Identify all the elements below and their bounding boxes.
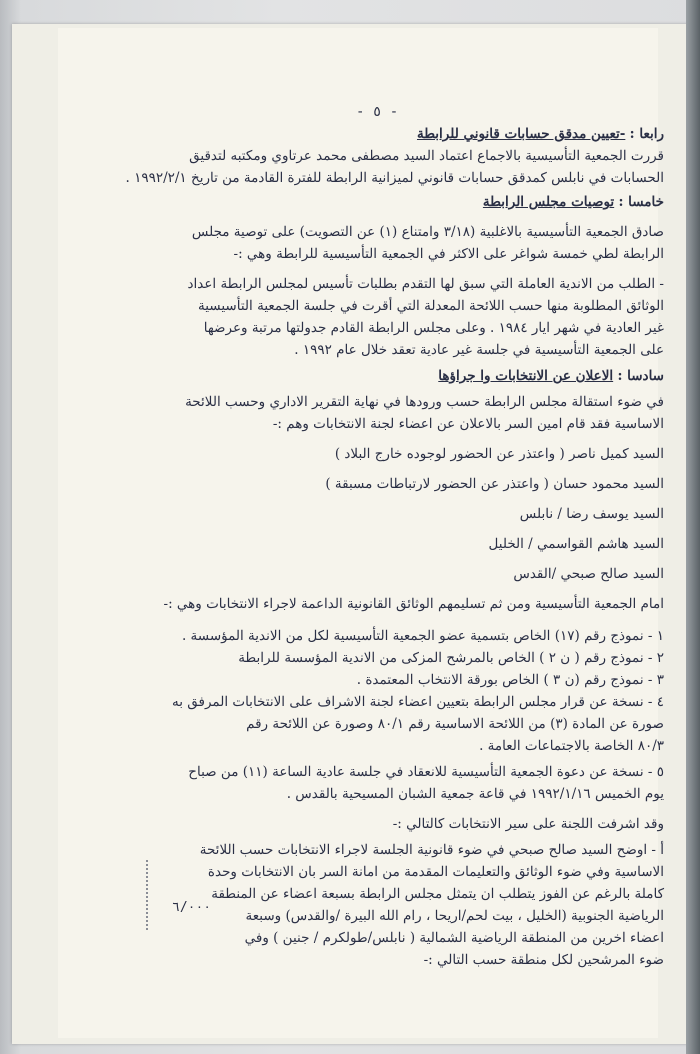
document-item-5: ٥ - نسخة عن دعوة الجمعية التأسيسية للانعقاد في جلسة عادية الساعة (١١) من صباح — [188, 764, 664, 780]
documents-intro: امام الجمعية التأسيسية ومن ثم تسليمهم الوثائق القانونية الداعمة لاجراء الانتخابات وهي :- — [163, 596, 664, 612]
procedure-intro: وقد اشرفت اللجنة على سير الانتخابات كالتالي :- — [392, 816, 664, 832]
page-edge-strip — [686, 0, 700, 1054]
section6-intro-1: في ضوء استقالة مجلس الرابطة حسب ورودها في نهاية التقرير الاداري وحسب اللائحة — [185, 394, 664, 410]
section5-line-6: على الجمعية التأسيسية في جلسة غير عادية تعقد خلال عام ١٩٩٢ . — [294, 342, 664, 358]
footer-code: ٦/٠٠٠ — [172, 900, 212, 915]
procedure-line-2: الاساسية وفي ضوء الوثائق والتعليمات المقدمة من امانة السر بان الانتخابات وحدة — [207, 864, 664, 880]
document-item-2: ٢ - نموذج رقم ( ن ٢ ) الخاص بالمرشح المزكى من الاندية المؤسسة للرابطة — [238, 650, 664, 666]
procedure-line-1: أ - اوضح السيد صالح صبحي في ضوء قانونية الجلسة لاجراء الانتخابات حسب اللائحة — [199, 842, 664, 858]
section4-line-1: قررت الجمعية التأسيسية بالاجماع اعتماد السيد مصطفى محمد عرتاوي ومكتبه لتدقيق — [189, 148, 664, 164]
document-item-4-cont-2: ٨٠/٣ الخاصة بالاجتماعات العامة . — [479, 738, 664, 754]
document-item-5-cont: يوم الخميس ١٩٩٢/١/١٦ في قاعة جمعية الشبان المسيحية بالقدس . — [286, 786, 664, 802]
section6-intro-2: الاساسية فقد قام امين السر بالاعلان عن اعضاء لجنة الانتخابات وهم :- — [272, 416, 664, 432]
section4-title: -تعيين مدقق حسابات قانوني للرابطة — [416, 126, 626, 142]
document-item-4-cont-1: صورة عن المادة (٣) من اللائحة الاساسية رقم ٨٠/١ وصورة عن اللائحة رقم — [246, 716, 664, 732]
committee-member-1: السيد كميل ناصر ( واعتذر عن الحضور لوجوده خارج البلاد ) — [334, 446, 664, 462]
section4-line-2: الحسابات في نابلس كمدقق حسابات قانوني لميزانية الرابطة للفترة القادمة من تاريخ ١٩٩٢/٢/١ . — [125, 170, 664, 186]
procedure-line-6: ضوء المرشحين لكل منطقة حسب التالي :- — [423, 952, 664, 968]
section6-heading — [438, 368, 664, 384]
section6-title: الاعلان عن الانتخابات وا جراؤها — [438, 368, 614, 384]
section5-line-3: - الطلب من الاندية العاملة التي سبق لها التقدم بطلبات تأسيس لمجلس الرابطة اعداد — [187, 276, 664, 292]
section6-label: سادسا : — [617, 368, 664, 384]
section4-heading — [417, 126, 664, 142]
committee-member-4: السيد هاشم القواسمي / الخليل — [488, 536, 664, 552]
committee-member-2: السيد محمود حسان ( واعتذر عن الحضور لارتباطات مسبقة ) — [325, 476, 664, 492]
section5-title: توصيات مجلس الرابطة — [482, 194, 615, 210]
procedure-line-5: اعضاء اخرين من المنطقة الرياضية الشمالية ( نابلس/طولكرم / جنين ) وفي — [244, 930, 664, 946]
page-number: - ٥ - — [356, 104, 399, 120]
section4-label: رابعا : — [629, 126, 664, 142]
section5-heading — [483, 194, 664, 210]
document-item-3: ٣ - نموذج رقم (ن ٣ ) الخاص بورقة الانتخاب المعتمدة . — [356, 672, 664, 688]
section5-line-5: غير العادية في شهر ايار ١٩٨٤ . وعلى مجلس الرابطة القادم جدولتها مرتبة وعرضها — [203, 320, 664, 336]
margin-dotted-mark — [146, 860, 160, 930]
section5-line-1: صادق الجمعية التأسيسية بالاغلبية (٣/١٨ وامتناع (١) عن التصويت) على توصية مجلس — [191, 224, 664, 240]
section5-line-4: الوثائق المطلوبة منها حسب اللائحة المعدلة التي أقرت في جلسة الجمعية التأسيسية — [198, 298, 664, 314]
section5-line-2: الرابطة لطي خمسة شواغر على الاكثر في الجمعية التأسيسية للرابطة وهي :- — [233, 246, 664, 262]
section5-label: خامسا : — [618, 194, 664, 210]
document-item-4: ٤ - نسخة عن قرار مجلس الرابطة بتعيين اعضاء لجنة الاشراف على الانتخابات المرفق به — [171, 694, 664, 710]
committee-member-5: السيد صالح صبحي /القدس — [513, 566, 664, 582]
committee-member-3: السيد يوسف رضا / نابلس — [519, 506, 664, 522]
procedure-line-4: الرياضية الجنوبية (الخليل ، بيت لحم/اريحا ، رام الله البيرة /والقدس) وسبعة — [245, 908, 664, 924]
procedure-line-3: كاملة بالرغم عن الفوز يتطلب ان يتمثل مجلس الرابطة بسبعة اعضاء عن المنطقة — [211, 886, 664, 902]
document-item-1: ١ - نموذج رقم (١٧) الخاص بتسمية عضو الجمعية التأسيسية لكل من الاندية المؤسسة . — [181, 628, 664, 644]
